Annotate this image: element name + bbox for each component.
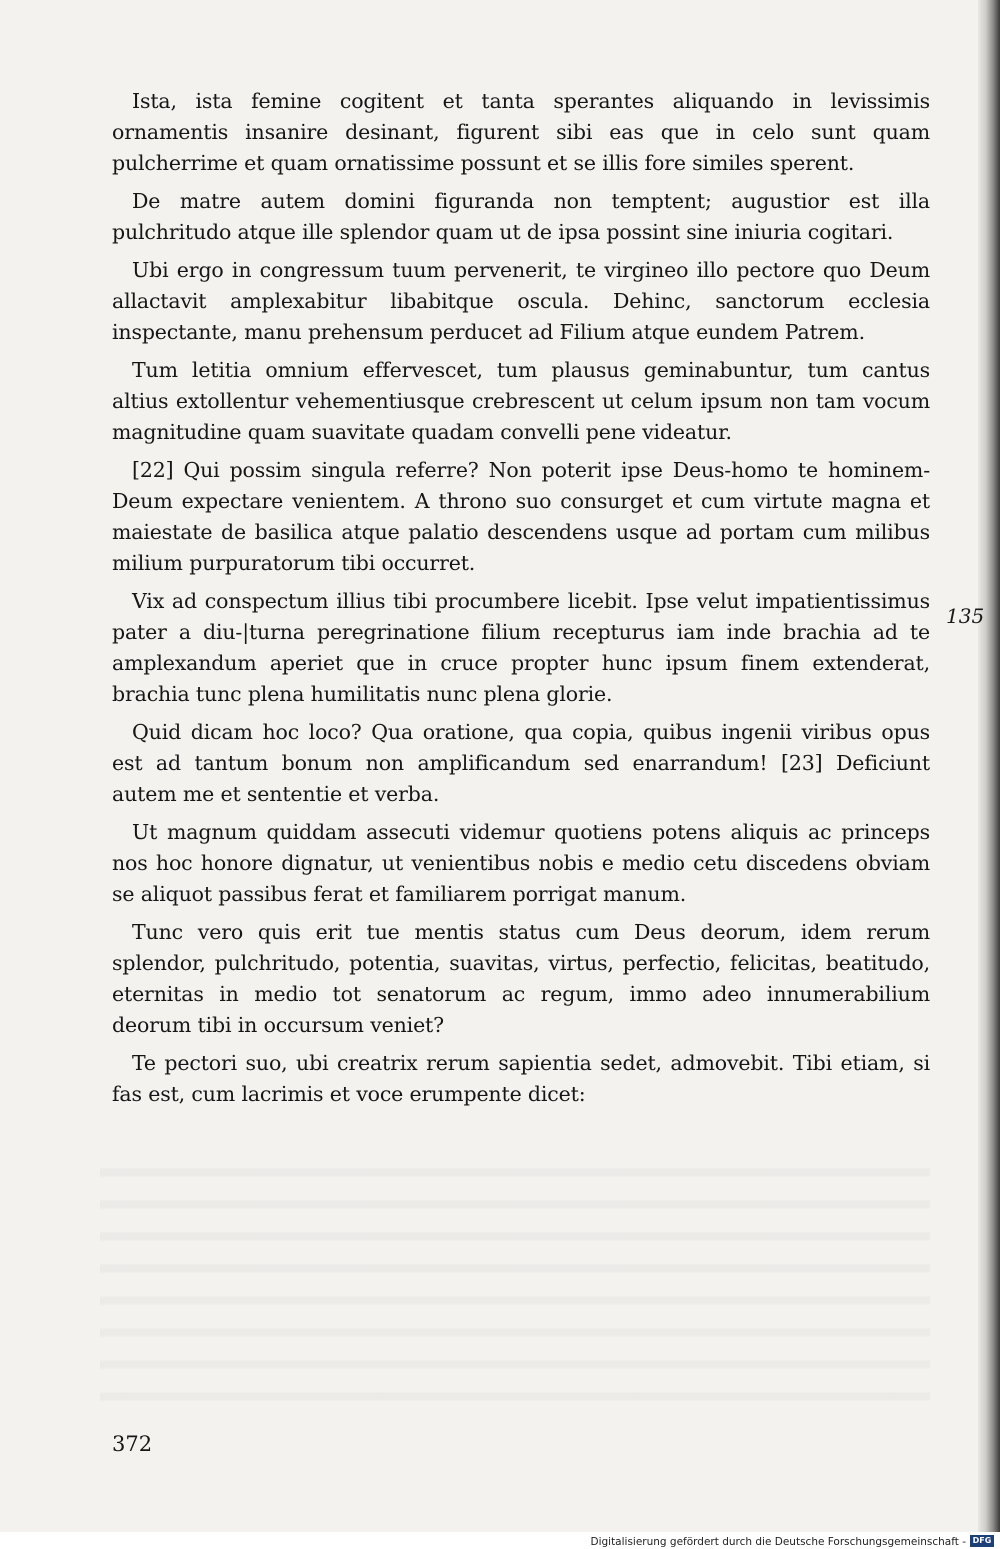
footer-bar [0,1532,1000,1549]
margin-reference-number: 135 [946,604,985,628]
page-number: 372 [112,1432,153,1456]
paragraph-4: Tum letitia omnium effervescet, tum plausus geminabuntur, tum cantus altius extollentur vehementiusque crebrescent ut celum ipsum non tam vocum magnitudine quam suavitate quadam convelli pene videatur. [112,358,930,444]
paragraph-5: [22] Qui possim singula referre? Non poterit ipse Deus-homo te hominem-Deum expectare venientem. A throno suo consurget et cum virtute magna et maiestate de basilica atque palatio descendens usque ad portam cum milibus milium purpuratorum tibi occurret. [112,458,930,575]
paragraph-2: De matre autem domini figuranda non temptent; augustior est illa pulchritudo atque ille splendor quam ut de ipsa possint sine iniuria cogitari. [112,189,930,244]
paragraph-10: Te pectori suo, ubi creatrix rerum sapientia sedet, admovebit. Tibi etiam, si fas est, cum lacrimis et voce erumpente dicet: [112,1051,930,1106]
paragraph-7: Quid dicam hoc loco? Qua oratione, qua copia, quibus ingenii viribus opus est ad tantum bonum non amplificandum sed enarrandum! [23] Deficiunt autem me et sententie et verba. [112,720,930,806]
paragraph-1: Ista, ista femine cogitent et tanta sperantes aliquando in levissimis ornamentis insanire desinant, figurent sibi eas que in celo sunt quam pulcherrime et quam ornatissime possunt et se illis fore similes sperent. [112,89,930,175]
paragraph-3: Ubi ergo in congressum tuum pervenerit, te virgineo illo pectore quo Deum allactavit amplexabitur libabitque oscula. Dehinc, sanctorum ecclesia inspectante, manu prehensum perducet ad Filium atque eundem Patrem. [112,258,930,344]
show-through-texture [100,1150,930,1410]
body-text [112,86,930,1117]
funding-credit: Digitalisierung gefördert durch die Deutsche Forschungsgemeinschaft - [590,1536,966,1548]
dfg-logo: DFG [970,1535,994,1547]
binding-edge [978,0,1000,1532]
paragraph-9: Tunc vero quis erit tue mentis status cum Deus deorum, idem rerum splendor, pulchritudo, potentia, suavitas, virtus, perfectio, felicitas, beatitudo, eternitas in medio tot senatorum ac regum, immo adeo innumerabilium deorum tibi in occursum veniet? [112,920,930,1037]
paragraph-6: Vix ad conspectum illius tibi procumbere licebit. Ipse velut impatientissimus pater a diu-|turna peregrinatione filium recepturus iam inde brachia ad te amplexandum aperiet que in cruce propter hunc ipsum finem extenderat, brachia tunc plena humilitatis nunc plena glorie. [112,589,930,706]
paragraph-8: Ut magnum quiddam assecuti videmur quotiens potens aliquis ac princeps nos hoc honore dignatur, ut venientibus nobis e medio cetu discedens obviam se aliquot passibus ferat et familiarem porrigat manum. [112,820,930,906]
